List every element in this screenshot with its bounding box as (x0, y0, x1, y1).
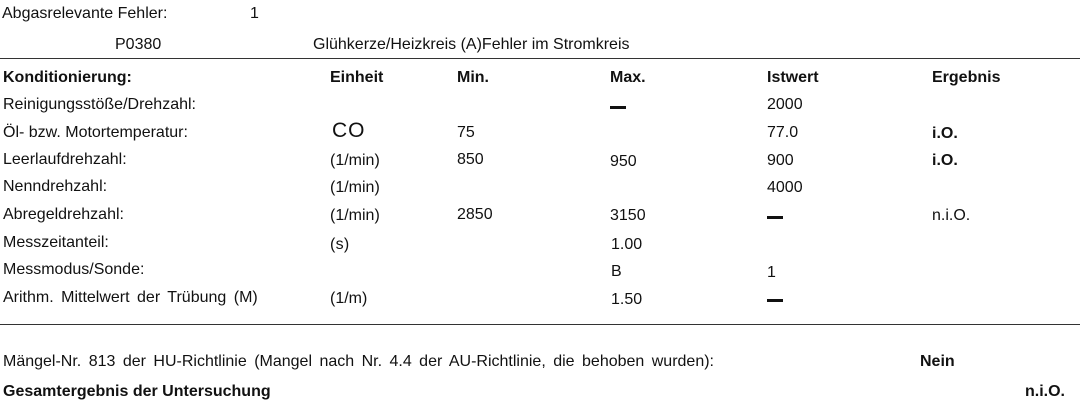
abgas-fehler-count: 1 (250, 5, 259, 22)
dash-mark-istwert (767, 299, 783, 302)
row-result: i.O. (932, 152, 958, 169)
row-label: Reinigungsstöße/Drehzahl: (3, 96, 196, 113)
col-header-istwert: Istwert (767, 69, 819, 86)
row-label: Abregeldrehzahl: (3, 206, 124, 223)
gesamtergebnis-label: Gesamtergebnis der Untersuchung (3, 383, 271, 400)
row-min: 850 (457, 151, 484, 168)
row-unit: (s) (330, 236, 350, 253)
col-header-einheit: Einheit (330, 69, 384, 86)
row-min: 2850 (457, 206, 493, 223)
row-max: B (611, 263, 622, 280)
row-label: Öl- bzw. Motortemperatur: (3, 124, 188, 141)
row-istwert: 2000 (767, 96, 803, 113)
row-istwert: 1 (767, 264, 776, 281)
dash-mark-istwert (767, 216, 783, 219)
maengel-text: Mängel-Nr. 813 der HU-Richtlinie (Mangel nach Nr. 4.4 der AU-Richtlinie, die behoben wurden): (3, 353, 714, 370)
row-unit: (1/min) (330, 207, 380, 224)
fault-description: Glühkerze/Heizkreis (A)Fehler im Stromkreis (313, 36, 630, 53)
row-unit: (1/min) (330, 152, 380, 169)
col-header-konditionierung: Konditionierung: (3, 69, 132, 86)
row-label: Messmodus/Sonde: (3, 261, 145, 278)
maengel-value: Nein (920, 353, 955, 370)
row-label: Arithm. Mittelwert der Trübung (M) (3, 289, 258, 306)
header-divider (0, 58, 1080, 59)
row-min: 75 (457, 124, 475, 141)
abgas-fehler-label: Abgasrelevante Fehler: (2, 5, 168, 22)
col-header-max: Max. (610, 69, 646, 86)
dash-mark-max (610, 106, 626, 109)
row-istwert: 77.0 (767, 124, 799, 141)
col-header-ergebnis: Ergebnis (932, 69, 1001, 86)
row-label: Nenndrehzahl: (3, 178, 108, 195)
fault-code: P0380 (115, 36, 162, 53)
row-istwert: 4000 (767, 179, 803, 196)
row-unit: (1/m) (330, 290, 368, 307)
row-unit: (1/min) (330, 179, 380, 196)
row-max: 1.00 (611, 236, 643, 253)
row-label: Leerlaufdrehzahl: (3, 151, 127, 168)
row-label: Messzeitanteil: (3, 234, 109, 251)
gesamtergebnis-value: n.i.O. (1025, 383, 1065, 400)
row-result: n.i.O. (932, 207, 971, 224)
row-max: 950 (610, 153, 637, 170)
row-istwert: 900 (767, 152, 794, 169)
row-max: 1.50 (611, 291, 643, 308)
row-result: i.O. (932, 125, 958, 142)
col-header-min: Min. (457, 69, 489, 86)
row-max: 3150 (610, 207, 646, 224)
table-divider (0, 324, 1080, 325)
row-unit: CO (332, 119, 366, 142)
